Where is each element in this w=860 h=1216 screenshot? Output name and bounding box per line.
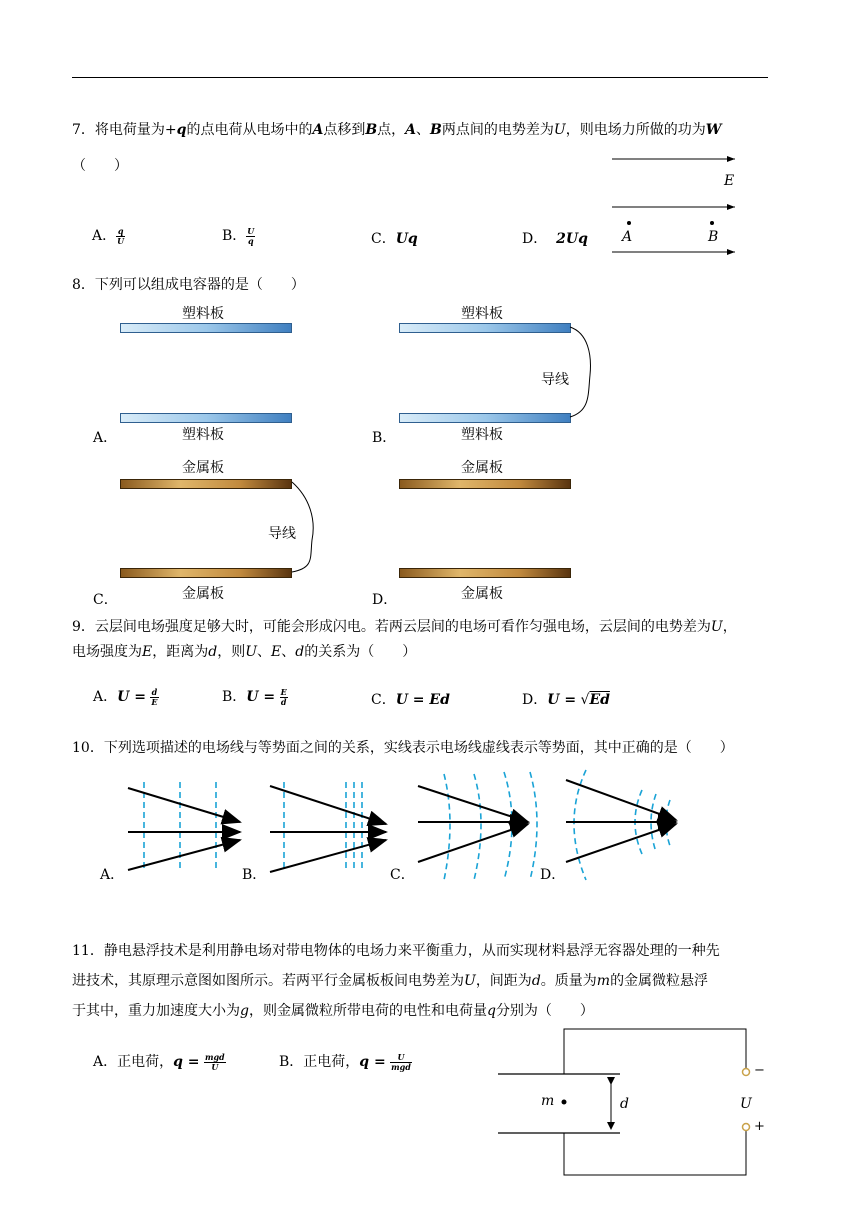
q8c-top-plate: [120, 479, 292, 489]
q7-fig-label-e: E: [724, 173, 735, 189]
q10d-figure: [566, 770, 676, 880]
plus-terminal: [743, 1124, 750, 1131]
q7-fig-label-a: A: [622, 229, 633, 245]
q11-fig-label-u: U: [740, 1096, 752, 1112]
q10-option-b[interactable]: B．: [242, 867, 267, 883]
q7-option-c[interactable]: C．Uq: [371, 231, 418, 247]
point-a-dot: [627, 221, 631, 225]
q11-fig-label-minus: −: [754, 1063, 765, 1078]
top-wire: [564, 1029, 746, 1074]
q8d-top-label: 金属板: [461, 460, 503, 476]
q10a-figure: [128, 782, 240, 872]
q7-field-figure: [600, 145, 750, 265]
q11-stem-line3: 于其中，重力加速度大小为g，则金属微粒所带电荷的电性和电荷量q分别为（ ）: [72, 1003, 594, 1019]
q8a-bottom-plate: [120, 413, 292, 423]
q11-stem-line1: 11．静电悬浮技术是利用静电场对带电物体的电场力来平衡重力，从而实现材料悬浮无容器处理的一种先: [72, 943, 720, 959]
q8a-top-plate: [120, 323, 292, 333]
q8-option-d[interactable]: D．: [372, 592, 398, 608]
q7-fig-label-b: B: [708, 229, 719, 245]
q9-option-b[interactable]: B．U = $\frac{E}{d}$: [222, 686, 287, 707]
q8b-top-label: 塑料板: [461, 306, 503, 322]
q11-circuit-figure: [490, 1025, 770, 1180]
q8-option-a[interactable]: A．: [93, 430, 118, 446]
q10b-figure: [270, 782, 386, 872]
q8-stem: 8．下列可以组成电容器的是（ ）: [72, 277, 305, 293]
q11-stem-line2: 进技术，其原理示意图如图所示。若两平行金属板板间电势差为U，间距为d。质量为m的金属微粒悬浮: [72, 973, 709, 989]
q8a-top-label: 塑料板: [182, 306, 224, 322]
q8c-wire-label: 导线: [268, 526, 296, 542]
q11-fig-label-d: d: [620, 1096, 629, 1112]
bottom-wire: [564, 1131, 746, 1175]
q10-option-a[interactable]: A．: [100, 867, 125, 883]
q8d-bottom-plate: [399, 568, 571, 578]
q10-option-d[interactable]: D．: [540, 867, 566, 883]
q7-option-a[interactable]: A． $\frac{q}{U}$: [92, 225, 125, 246]
q8a-bottom-label: 塑料板: [182, 427, 224, 443]
q8-option-b[interactable]: B．: [372, 430, 397, 446]
q8c-wire: [290, 480, 330, 576]
q11-option-b[interactable]: B．正电荷，q = $\frac{U}{\text{mgd}}$: [279, 1051, 411, 1072]
q8d-top-plate: [399, 479, 571, 489]
q11-fig-label-m: m: [541, 1093, 555, 1109]
q8d-bottom-label: 金属板: [461, 586, 503, 602]
q8c-bottom-plate: [120, 568, 292, 578]
q9-option-d[interactable]: D．U = √Ed: [522, 692, 610, 708]
q10-stem: 10．下列选项描述的电场线与等势面之间的关系，实线表示电场线虚线表示等势面，其中正确的是（ ）: [72, 740, 734, 756]
q9-option-a[interactable]: A．U = $\frac{d}{E}$: [93, 686, 158, 707]
header-rule: [72, 77, 768, 78]
q9-stem-line2: 电场强度为E，距离为d，则U、E、d的关系为（ ）: [72, 644, 417, 660]
particle-dot: [562, 1100, 567, 1105]
q7-option-b[interactable]: B． $\frac{U}{q}$: [222, 225, 255, 246]
q7-option-d[interactable]: D． 2Uq: [522, 231, 588, 247]
q7-paren: （ ）: [72, 158, 128, 174]
q10c-figure: [418, 772, 537, 880]
q8-option-c[interactable]: C．: [93, 592, 118, 608]
minus-terminal: [743, 1069, 750, 1076]
q8b-wire-label: 导线: [541, 372, 569, 388]
point-b-dot: [710, 221, 714, 225]
q11-fig-label-plus: +: [754, 1119, 765, 1134]
q7-stem: 7．将电荷量为+q的点电荷从电场中的A点移到B点，A、B两点间的电势差为U，则电场力所做的功为W: [72, 122, 722, 138]
q8b-bottom-plate: [399, 413, 571, 423]
q10-option-c[interactable]: C．: [390, 867, 415, 883]
q9-stem-line1: 9．云层间电场强度足够大时，可能会形成闪电。若两云层间的电场可看作匀强电场，云层间的电势差为U，: [72, 619, 737, 635]
q11-option-a[interactable]: A．正电荷，q = $\frac{\text{mgd}}{U}$: [93, 1051, 225, 1072]
q8c-bottom-label: 金属板: [182, 586, 224, 602]
q8b-top-plate: [399, 323, 571, 333]
q8b-bottom-label: 塑料板: [461, 427, 503, 443]
q8b-wire: [568, 325, 608, 421]
q9-option-c[interactable]: C．U = Ed: [371, 692, 450, 708]
q8c-top-label: 金属板: [182, 460, 224, 476]
